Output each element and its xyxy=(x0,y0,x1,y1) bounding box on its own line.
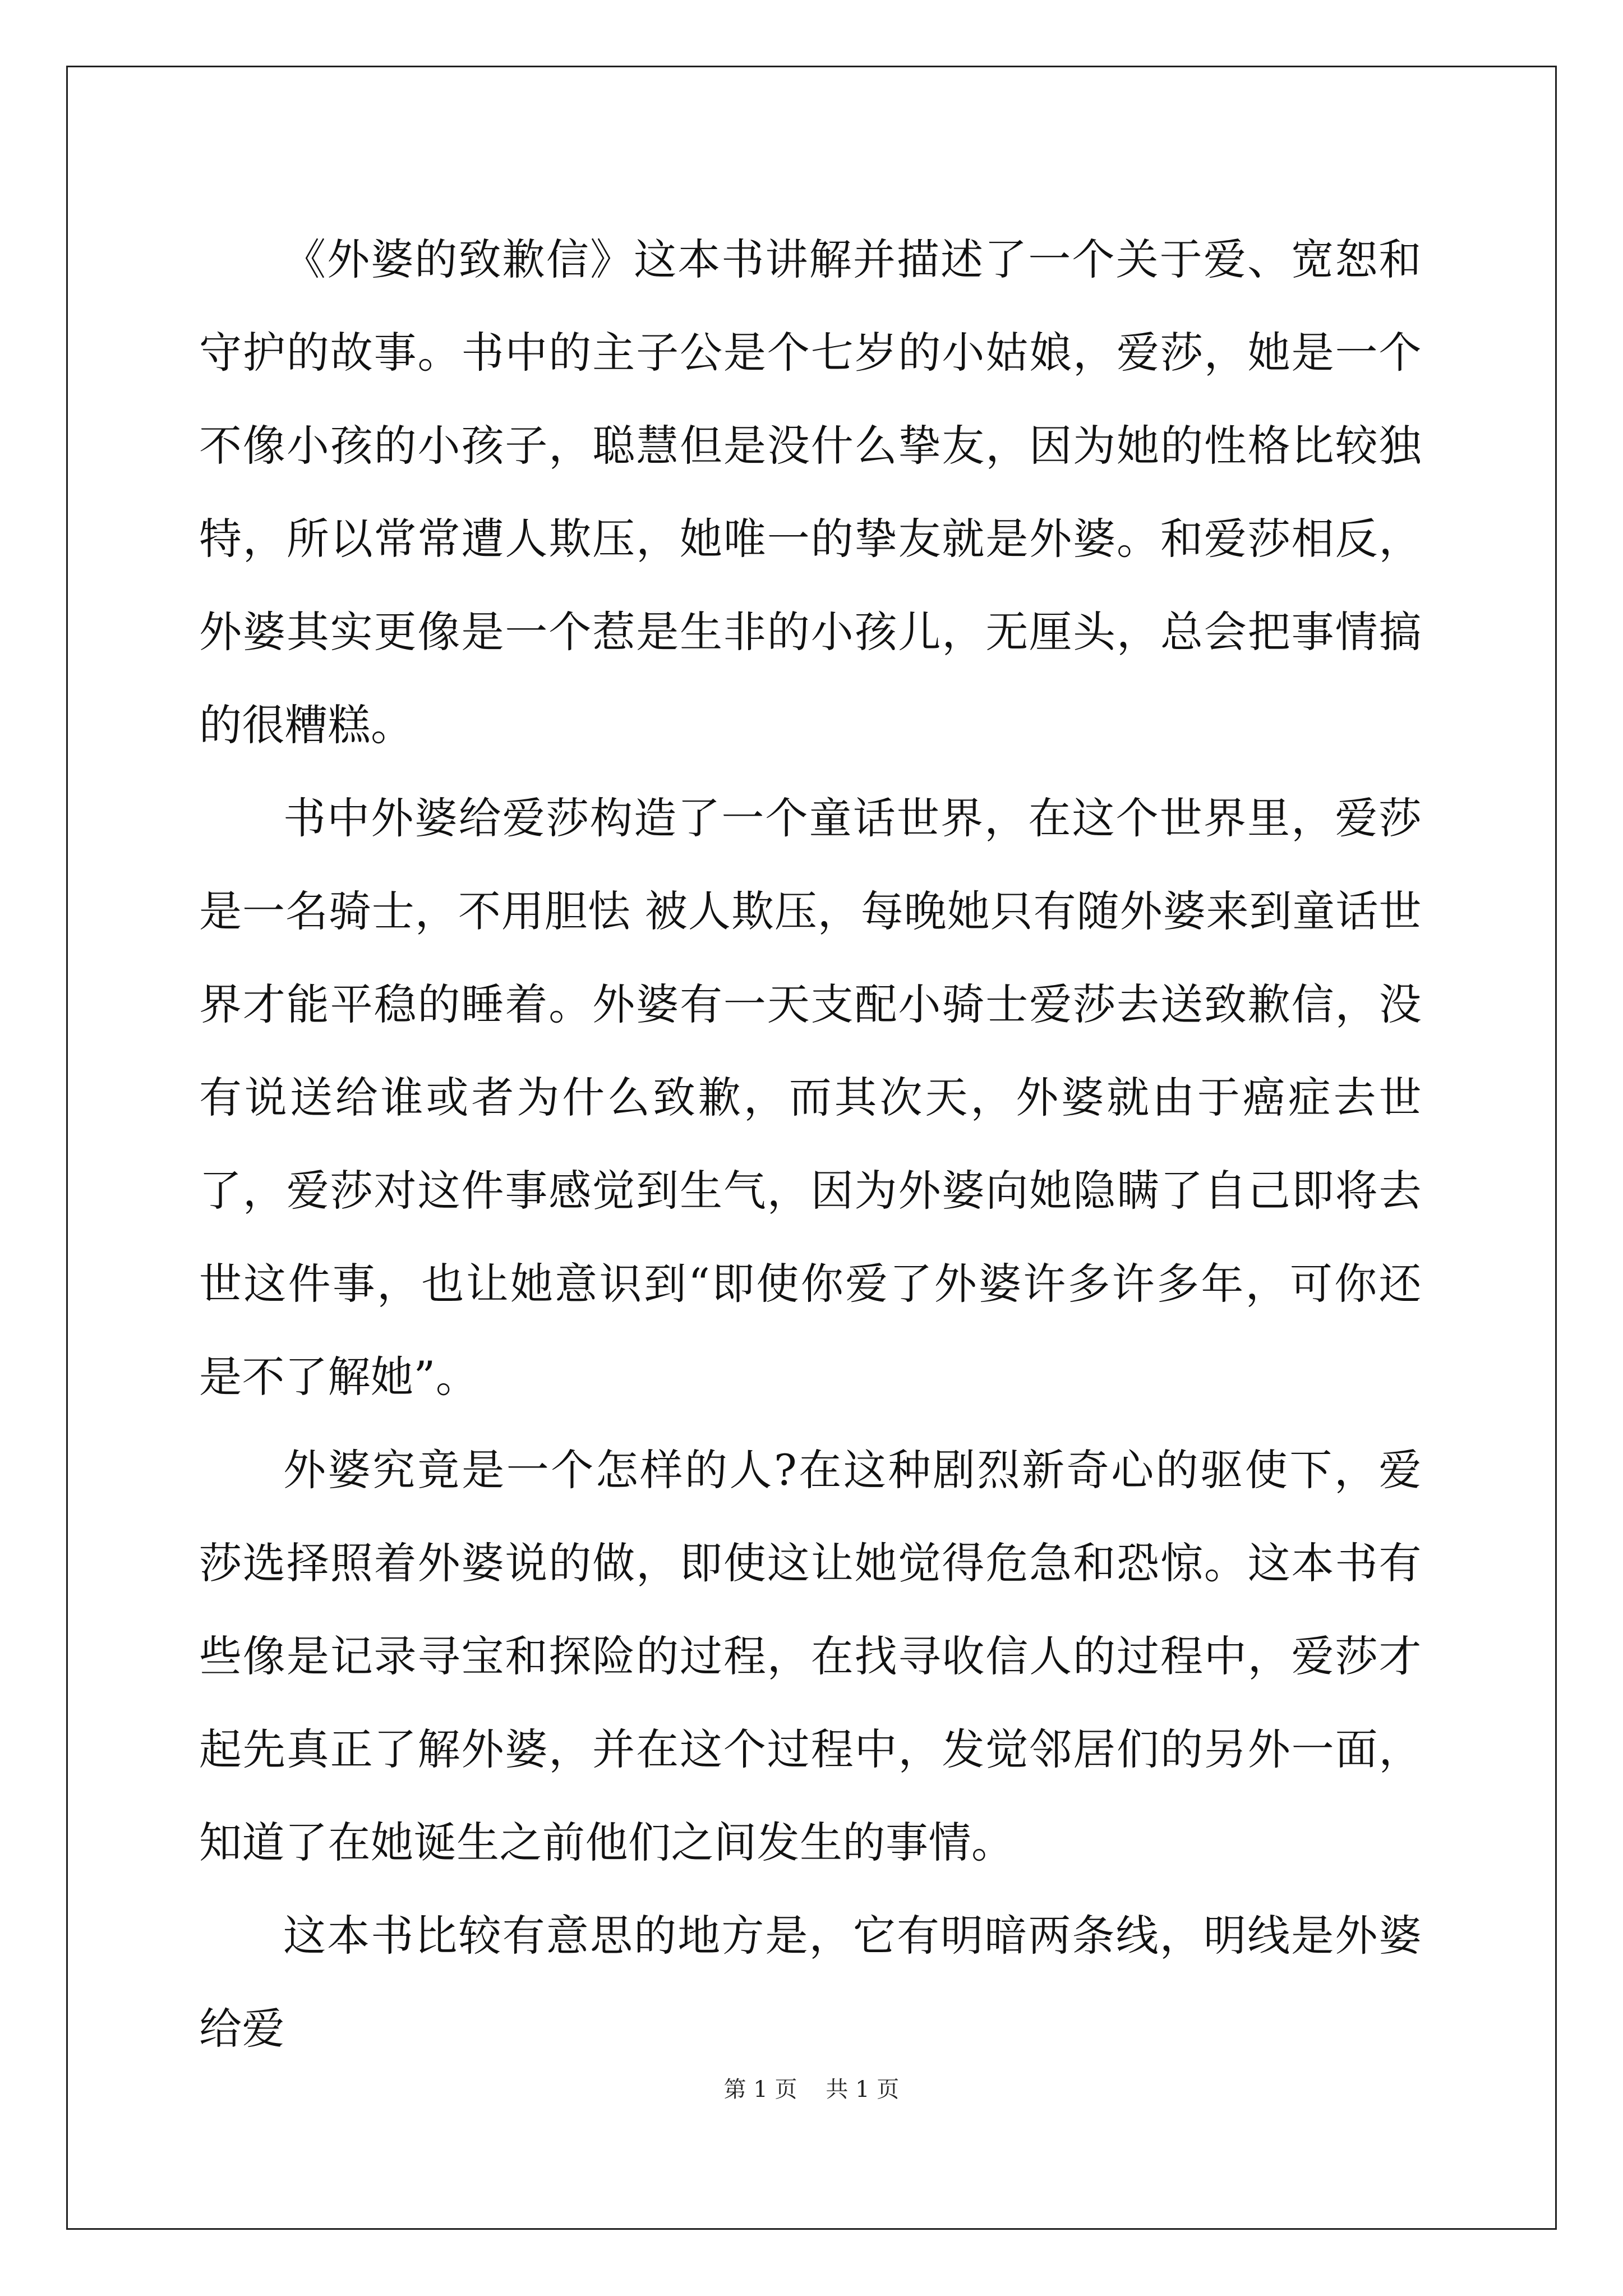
page-total: 共 1 页 xyxy=(826,2077,900,2102)
paragraph: 外婆究竟是一个怎样的人?在这种剧烈新奇心的驱使下，爱莎选择照着外婆说的做，即使这让她觉得危急和恐惊。这本书有些像是记录寻宝和探险的过程，在找寻收信人的过程中，爱莎才起先真正了解外婆，并在这个过程中，发觉邻居们的另外一面，知道了在她诞生之前他们之间发生的事情。 xyxy=(199,1445,1422,1867)
paragraph: 《外婆的致歉信》这本书讲解并描述了一个关于爱、宽恕和守护的故事。书中的主子公是个七岁的小姑娘，爱莎，她是一个不像小孩的小孩子，聪慧但是没什么挚友，因为她的性格比较独特，所以常常遭人欺压，她唯一的挚友就是外婆。和爱莎相反，外婆其实更像是一个惹是生非的小孩儿，无厘头，总会把事情搞的很糟糕。 xyxy=(199,234,1422,750)
paragraph: 书中外婆给爱莎构造了一个童话世界，在这个世界里，爱莎是一名骑士，不用胆怯 被人欺压，每晚她只有随外婆来到童话世界才能平稳的睡着。外婆有一天支配小骑士爱莎去送致歉信，没有说送给谁或者为什么致歉，而其次天，外婆就由于癌症去世了，爱莎对这件事感觉到生气，因为外婆向她隐瞒了自己即将去世这件事，也让她意识到“即使你爱了外婆许多许多年，可你还是不了解她”。 xyxy=(199,793,1422,1402)
paragraph: 这本书比较有意思的地方是，它有明暗两条线，明线是外婆给爱 xyxy=(199,1911,1422,2054)
document-body xyxy=(199,213,1422,2076)
page-footer xyxy=(0,2076,1623,2104)
page-number: 第 1 页 xyxy=(723,2077,797,2102)
